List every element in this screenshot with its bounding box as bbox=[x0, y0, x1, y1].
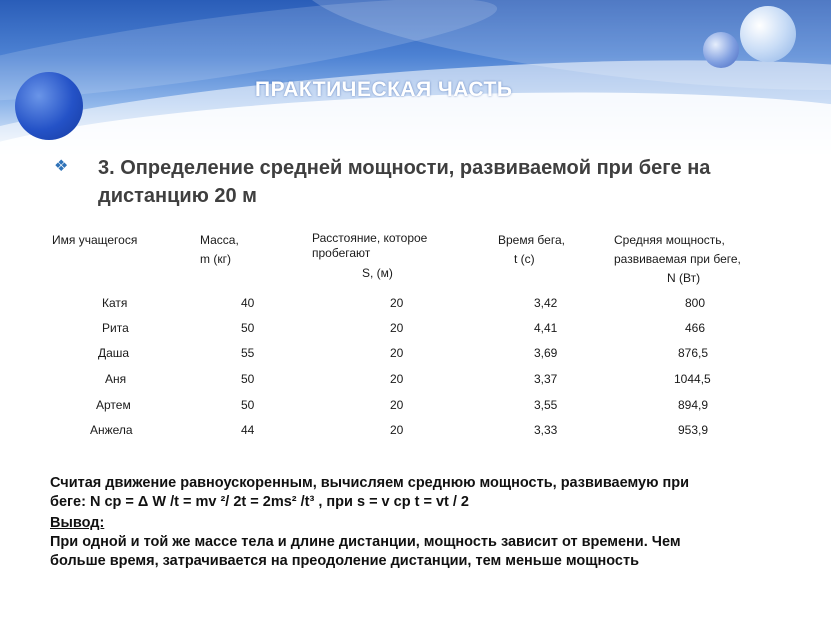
decorative-sphere-large bbox=[15, 72, 83, 140]
cell-distance: 20 bbox=[390, 372, 404, 386]
cell-name: Катя bbox=[102, 296, 128, 310]
decorative-sphere-top bbox=[740, 6, 796, 62]
cell-power: 1044,5 bbox=[674, 372, 711, 386]
conclusion-line1: При одной и той же массе тела и длине дистанции, мощность зависит от времени. Чем bbox=[50, 534, 681, 550]
cell-distance: 20 bbox=[390, 296, 404, 310]
cell-name: Даша bbox=[98, 346, 130, 360]
header-distance: Расстояние, которое пробегают bbox=[312, 231, 428, 260]
header-mass: Масса, bbox=[200, 233, 239, 247]
cell-power: 466 bbox=[685, 321, 706, 335]
header-power-line2: развиваемая при беге, bbox=[614, 252, 741, 266]
method-text-line1: Считая движение равноускоренным, вычисляем среднюю мощность, развиваемую при bbox=[50, 475, 690, 491]
cell-name: Рита bbox=[102, 321, 129, 335]
header-power: Средняя мощность, bbox=[614, 233, 725, 247]
cell-power: 800 bbox=[685, 296, 706, 310]
conclusion-label: Вывод: bbox=[50, 515, 105, 531]
cell-power: 953,9 bbox=[678, 423, 709, 437]
cell-time: 3,33 bbox=[534, 423, 558, 437]
cell-distance: 20 bbox=[390, 321, 404, 335]
cell-time: 3,37 bbox=[534, 372, 558, 386]
bullet-icon: ❖ bbox=[54, 158, 69, 175]
header-time: Время бега, bbox=[498, 233, 565, 247]
cell-power: 876,5 bbox=[678, 346, 709, 360]
cell-name: Артем bbox=[96, 398, 131, 412]
header-name: Имя учащегося bbox=[52, 233, 138, 247]
cell-distance: 20 bbox=[390, 346, 404, 360]
cell-mass: 40 bbox=[241, 296, 255, 310]
formula-line: беге: N ср = Δ W /t = mv ²/ 2t = 2ms² /t³ , при s = v ср t = vt / 2 bbox=[50, 494, 469, 510]
cell-power: 894,9 bbox=[678, 398, 709, 412]
cell-distance: 20 bbox=[390, 398, 404, 412]
cell-time: 3,55 bbox=[534, 398, 558, 412]
header-power-unit: N (Вт) bbox=[667, 271, 701, 285]
header-distance-unit: S, (м) bbox=[362, 266, 393, 280]
slide-heading: 3. Определение средней мощности, развиваемой при беге на дистанцию 20 м bbox=[98, 157, 711, 207]
cell-mass: 50 bbox=[241, 398, 255, 412]
cell-mass: 55 bbox=[241, 346, 255, 360]
decorative-sphere-small bbox=[703, 32, 739, 68]
section-title: ПРАКТИЧЕСКАЯ ЧАСТЬ bbox=[255, 78, 513, 101]
cell-time: 3,69 bbox=[534, 346, 558, 360]
cell-name: Аня bbox=[105, 372, 127, 386]
cell-time: 4,41 bbox=[534, 321, 558, 335]
header-banner bbox=[0, 0, 831, 160]
cell-mass: 44 bbox=[241, 423, 255, 437]
conclusion-line2: больше время, затрачивается на преодоление дистанции, тем меньше мощность bbox=[50, 553, 639, 569]
cell-distance: 20 bbox=[390, 423, 404, 437]
cell-time: 3,42 bbox=[534, 296, 558, 310]
cell-mass: 50 bbox=[241, 372, 255, 386]
header-mass-unit: m (кг) bbox=[200, 252, 231, 266]
cell-name: Анжела bbox=[90, 423, 133, 437]
header-time-unit: t (с) bbox=[514, 252, 535, 266]
cell-mass: 50 bbox=[241, 321, 255, 335]
